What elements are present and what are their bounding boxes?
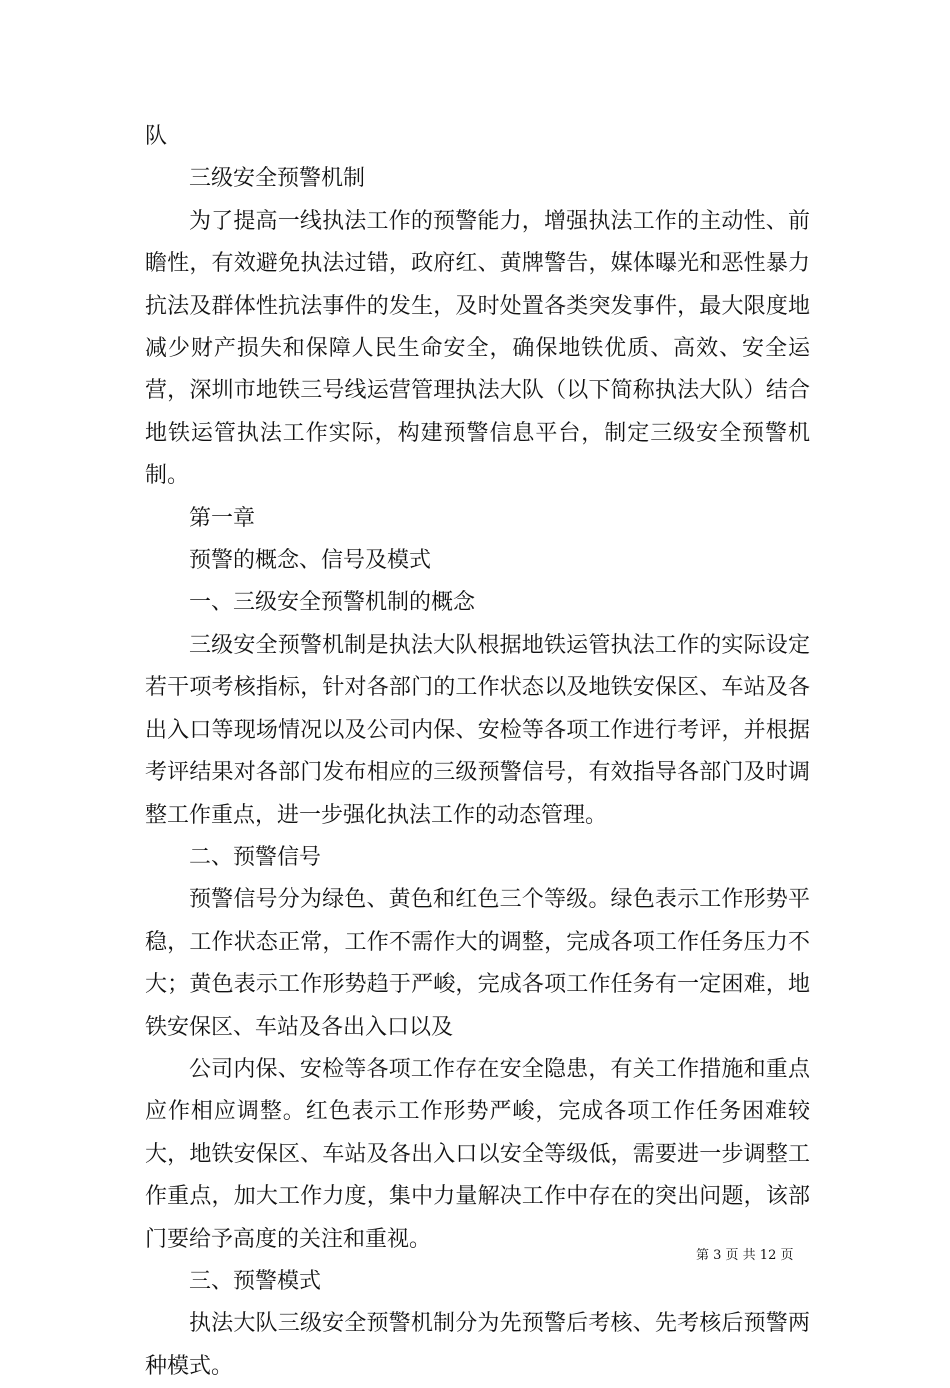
- chapter-title: 预警的概念、信号及模式: [189, 548, 432, 574]
- subsection-heading-3: 三、预警模式: [189, 1268, 322, 1294]
- section-title: 三级安全预警机制: [189, 166, 366, 192]
- chapter-heading: 第一章: [189, 505, 256, 531]
- concept-paragraph: 三级安全预警机制是执法大队根据地铁运管执法工作的实际设定若干项考核指标，针对各部门的工作状态以及地铁安保区、车站及各出入口等现场情况以及公司内保、安检等各项工作进行考评，并根据考评结果对各部门发布相应的三级预警信号，有效指导各部门及时调整工作重点，进一步强化执法工作的动态管理。: [145, 632, 810, 828]
- paragraph-fragment: 队: [145, 124, 168, 149]
- intro-paragraph: 为了提高一线执法工作的预警能力，增强执法工作的主动性、前瞻性，有效避免执法过错，政府红、黄牌警告，媒体曝光和恶性暴力抗法及群体性抗法事件的发生，及时处置各类突发事件，最大限度地减少财产损失和保障人民生命安全，确保地铁优质、高效、安全运营，深圳市地铁三号线运营管理执法大队（以下简称执法大队）结合地铁运管执法工作实际，构建预警信息平台，制定三级安全预警机制。: [145, 208, 810, 489]
- signal-paragraph: 预警信号分为绿色、黄色和红色三个等级。绿色表示工作形势平稳，工作状态正常，工作不需作大的调整，完成各项工作任务压力不大；黄色表示工作形势趋于严峻，完成各项工作任务有一定困难，地铁安保区、车站及各出入口以及: [145, 887, 810, 1040]
- document-body: [145, 116, 810, 1388]
- mode-paragraph: 执法大队三级安全预警机制分为先预警后考核、先考核后预警两种模式。: [145, 1311, 810, 1379]
- subsection-heading-1: 一、三级安全预警机制的概念: [189, 590, 476, 616]
- page-number-footer: 第 3 页 共 12 页: [696, 1248, 794, 1263]
- subsection-heading-2: 二、预警信号: [189, 844, 322, 870]
- signal-paragraph-continued: 公司内保、安检等各项工作存在安全隐患，有关工作措施和重点应作相应调整。红色表示工作形势严峻，完成各项工作任务困难较大，地铁安保区、车站及各出入口以安全等级低，需要进一步调整工作重点，加大工作力度，集中力量解决工作中存在的突出问题，该部门要给予高度的关注和重视。: [145, 1056, 810, 1252]
